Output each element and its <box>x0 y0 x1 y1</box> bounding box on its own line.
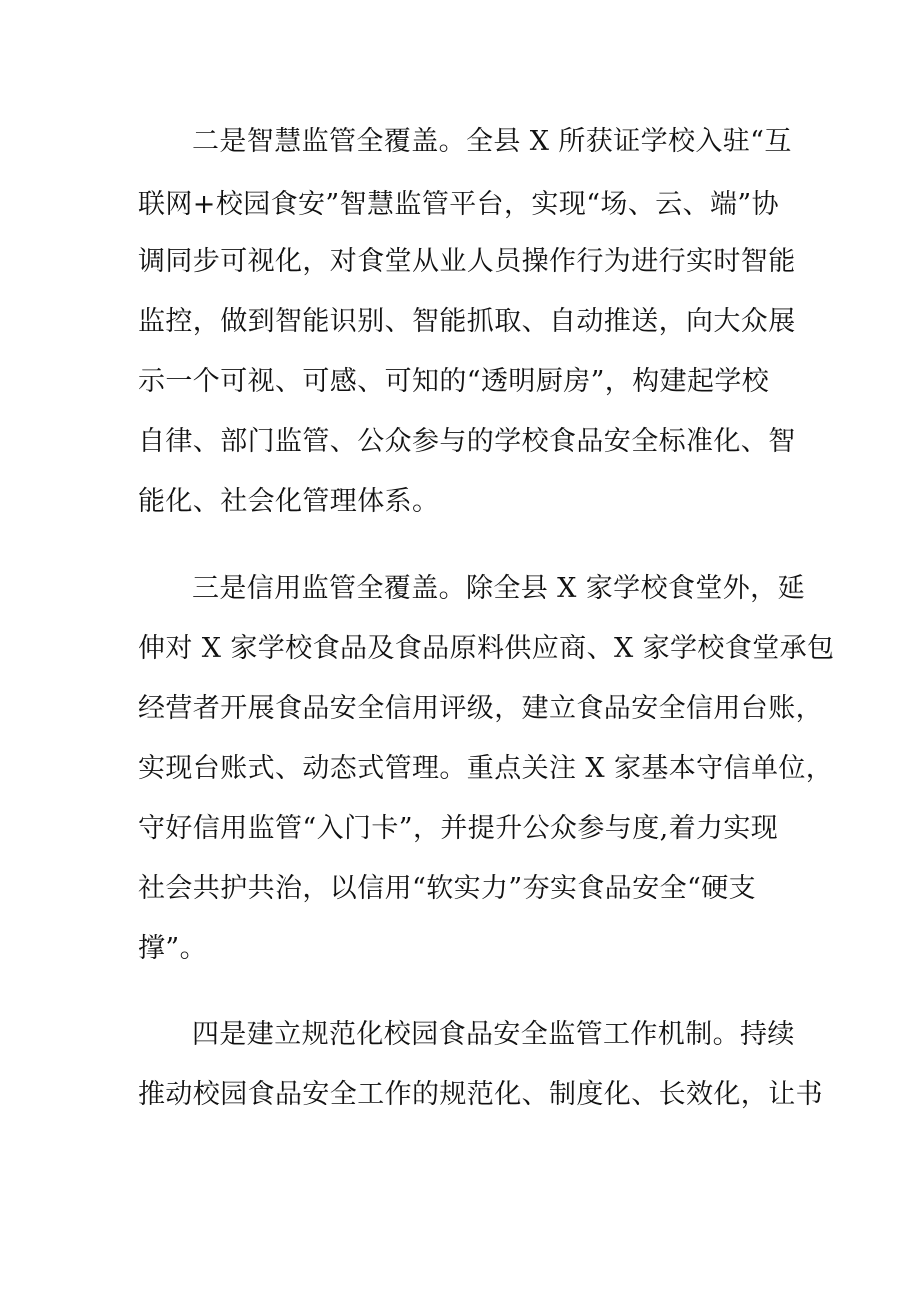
paragraph-2-line-2: 伸对 X 家学校食品及食品原料供应商、X 家学校食堂承包 <box>138 633 835 664</box>
paragraph-1-line-1: 二是智慧监管全覆盖。全县 X 所获证学校入驻“互 <box>192 126 792 157</box>
paragraph-2-line-6: 社会共护共治，以信用“软实力”夯实食品安全“硬支 <box>138 873 757 904</box>
paragraph-1-line-3: 调同步可视化，对食堂从业人员操作行为进行实时智能 <box>138 246 796 277</box>
paragraph-2-line-7: 撑”。 <box>138 933 208 964</box>
paragraph-2-line-4: 实现台账式、动态式管理。重点关注 X 家基本守信单位， <box>138 753 834 784</box>
paragraph-1-line-7: 能化、社会化管理体系。 <box>138 486 440 517</box>
paragraph-1-line-4: 监控，做到智能识别、智能抓取、自动推送，向大众展 <box>138 306 796 337</box>
paragraph-1-line-6: 自律、部门监管、公众参与的学校食品安全标准化、智 <box>138 426 796 457</box>
paragraph-2-line-5: 守好信用监管“入门卡”，并提升公众参与度,着力实现 <box>138 813 779 844</box>
paragraph-2-line-3: 经营者开展食品安全信用评级，建立食品安全信用台账， <box>138 693 823 724</box>
paragraph-2-line-1: 三是信用监管全覆盖。除全县 X 家学校食堂外，延 <box>192 573 805 604</box>
paragraph-3-line-2: 推动校园食品安全工作的规范化、制度化、长效化，让书 <box>138 1079 823 1110</box>
paragraph-1-line-2: 联网+校园食安”智慧监管平台，实现“场、云、端”协 <box>138 189 780 220</box>
paragraph-1-line-5: 示一个可视、可感、可知的“透明厨房”，构建起学校 <box>138 366 770 397</box>
paragraph-3-line-1: 四是建立规范化校园食品安全监管工作机制。持续 <box>192 1019 795 1050</box>
